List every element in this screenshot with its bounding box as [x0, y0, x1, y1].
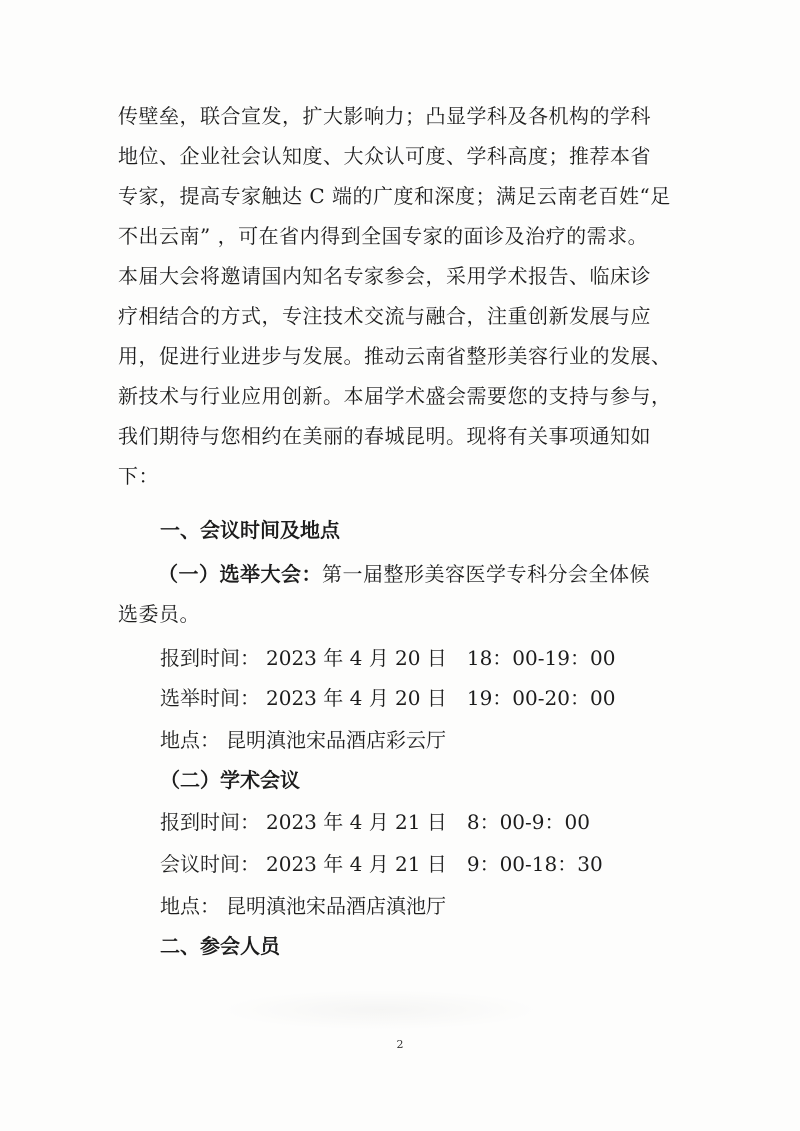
faint-stamp-mark: [220, 990, 540, 1030]
meeting-value: 2023 年 4 月 21 日 9：00-18：30: [266, 852, 603, 876]
intro-paragraph: [118, 96, 688, 256]
academic-meeting-row: [160, 844, 609, 884]
place-value: 昆明滇池宋品酒店滇池厅: [226, 894, 446, 918]
checkin-label: 报到时间：: [160, 646, 260, 670]
vote-label: 选举时间：: [160, 686, 260, 710]
meeting-label: 会议时间：: [160, 852, 260, 876]
election-vote-row: [160, 678, 621, 718]
academic-checkin-row: [160, 802, 596, 842]
place-label: 地点：: [160, 894, 220, 918]
section-heading-attendees: 二、参会人员: [160, 934, 280, 958]
checkin-label: 报到时间：: [160, 810, 260, 834]
election-checkin-row: [160, 638, 621, 678]
election-line: [118, 554, 688, 594]
paragraph-line: 传壁垒，联合宣发，扩大影响力；凸显学科及各机构的学科: [118, 104, 651, 128]
vote-value: 2023 年 4 月 20 日 19：00-20：00: [266, 686, 616, 710]
checkin-value: 2023 年 4 月 21 日 8：00-9：00: [266, 810, 590, 834]
election-line: 选委员。: [118, 602, 200, 626]
place-value: 昆明滇池宋品酒店彩云厅: [226, 728, 446, 752]
paragraph-line: 下：: [118, 464, 159, 488]
election-label: （一）选举大会：: [158, 562, 322, 586]
paragraph-line: 专家，提高专家触达 C 端的广度和深度；满足云南老百姓“足: [118, 184, 671, 208]
place-label: 地点：: [160, 728, 220, 752]
election-place-row: [160, 720, 452, 760]
paragraph-line: 不出云南” ，可在省内得到全国专家的面诊及治疗的需求。: [118, 224, 649, 248]
paragraph-line: 地位、企业社会认知度、大众认可度、学科高度；推荐本省: [118, 144, 651, 168]
paragraph-line: 我们期待与您相约在美丽的春城昆明。现将有关事项通知如: [118, 424, 651, 448]
section-heading-time-place: 一、会议时间及地点: [160, 518, 340, 542]
academic-meeting-label: （二）学术会议: [160, 768, 300, 792]
checkin-value: 2023 年 4 月 20 日 18：00-19：00: [266, 646, 616, 670]
paragraph-line: 新技术与行业应用创新。本届学术盛会需要您的支持与参与，: [118, 384, 672, 408]
academic-place-row: [160, 886, 452, 926]
election-section: [118, 554, 688, 634]
paragraph-line: 用，促进行业进步与发展。推动云南省整形美容行业的发展、: [118, 344, 672, 368]
election-text: 第一届整形美容医学专科分会全体候: [322, 562, 650, 586]
paragraph-line: 疗相结合的方式，专注技术交流与融合，注重创新发展与应: [118, 304, 651, 328]
page-number: 2: [396, 1038, 404, 1051]
paragraph-line: 本届大会将邀请国内知名专家参会，采用学术报告、临床诊: [118, 264, 651, 288]
conference-paragraph: [118, 256, 688, 496]
